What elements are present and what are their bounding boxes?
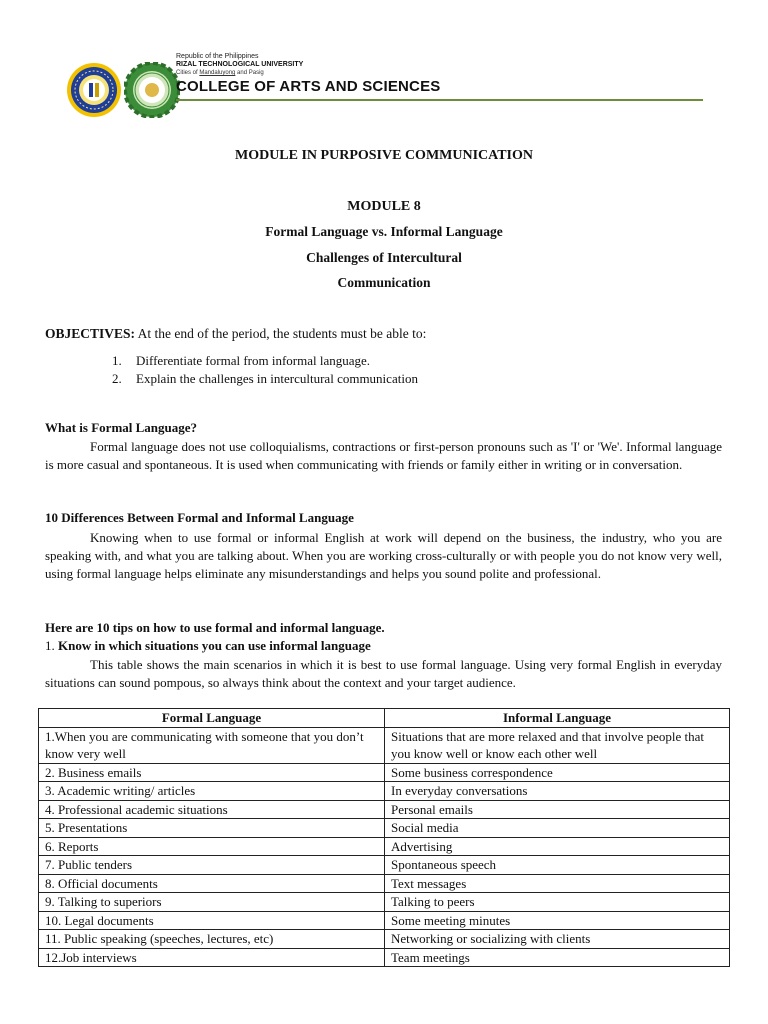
table-row: 10. Legal documents Some meeting minutes	[39, 911, 730, 930]
module-number: MODULE 8	[347, 199, 421, 214]
paragraph-formal-language: Formal language does not use colloquialisms, contractions or first-person pronouns such as 'I' or 'We'. Informal language is more casual and spontaneous. It is used when communicating with friends or family either in writing or in conversation.	[45, 439, 722, 472]
institution-text	[176, 52, 441, 95]
topic-title-2b: Communication	[337, 275, 431, 290]
table-row: 1.When you are communicating with someone that you don’t know very well Situations that are more relaxed and that involve people that you know well or know each other well	[39, 727, 730, 763]
section-heading-tips: Here are 10 tips on how to use formal and informal language.	[45, 620, 385, 635]
paragraph-differences: Knowing when to use formal or informal English at work will depend on the business, the industry, who you are speaking with, and what you are talking about. When you are working cross-culturally or with people you do not know very well, using formal language helps eliminate any misunderstandings and helps you sound polite and professional.	[45, 530, 722, 581]
republic-line: Republic of the Philippines	[176, 53, 259, 60]
module-heading: MODULE IN PURPOSIVE COMMUNICATION	[234, 148, 534, 163]
column-header-formal: Formal Language	[39, 709, 385, 728]
table-row: 12.Job interviews Team meetings	[39, 948, 730, 967]
table-row: 9. Talking to superiors Talking to peers	[39, 893, 730, 912]
list-item: 2. Explain the challenges in intercultural communication	[112, 371, 418, 386]
table-row: 7. Public tenders Spontaneous speech	[39, 856, 730, 875]
objectives-list	[112, 352, 418, 388]
table-row: 4. Professional academic situations Personal emails	[39, 800, 730, 819]
objectives-line	[45, 326, 426, 342]
formal-informal-table	[38, 708, 730, 967]
college-seal-logo	[124, 62, 180, 118]
cities-line: Cities of Mandaluyong and Pasig	[176, 70, 264, 76]
objectives-intro: At the end of the period, the students must be able to:	[135, 326, 427, 341]
table-row: 5. Presentations Social media	[39, 819, 730, 838]
table-row: 11. Public speaking (speeches, lectures, etc) Networking or socializing with clients	[39, 930, 730, 949]
paragraph-table-intro: This table shows the main scenarios in which it is best to use formal language. Using very formal English in everyday situations can sound pompous, so always think about the context and your target audience.	[45, 657, 722, 690]
column-header-informal: Informal Language	[385, 709, 730, 728]
list-item: 1. Differentiate formal from informal language.	[112, 353, 371, 368]
table-header-row	[39, 709, 730, 728]
document-header	[66, 50, 646, 120]
university-seal-logo	[66, 62, 122, 118]
table-row: 2. Business emails Some business correspondence	[39, 763, 730, 782]
table-row: 8. Official documents Text messages	[39, 874, 730, 893]
section-heading-differences: 10 Differences Between Formal and Informal Language	[45, 510, 354, 525]
topic-title-1: Formal Language vs. Informal Language	[265, 224, 503, 239]
section-heading-formal-language: What is Formal Language?	[45, 420, 198, 435]
college-name: COLLEGE OF ARTS AND SCIENCES	[176, 78, 441, 95]
subheading-informal-situations: 1. Know in which situations you can use informal language	[45, 638, 371, 653]
table-row: 3. Academic writing/ articles In everyday conversations	[39, 782, 730, 801]
topic-title-2a: Challenges of Intercultural	[306, 250, 462, 265]
university-name: RIZAL TECHNOLOGICAL UNIVERSITY	[176, 61, 304, 68]
table-row: 6. Reports Advertising	[39, 837, 730, 856]
header-divider	[176, 99, 703, 101]
objectives-label: OBJECTIVES:	[45, 326, 136, 341]
